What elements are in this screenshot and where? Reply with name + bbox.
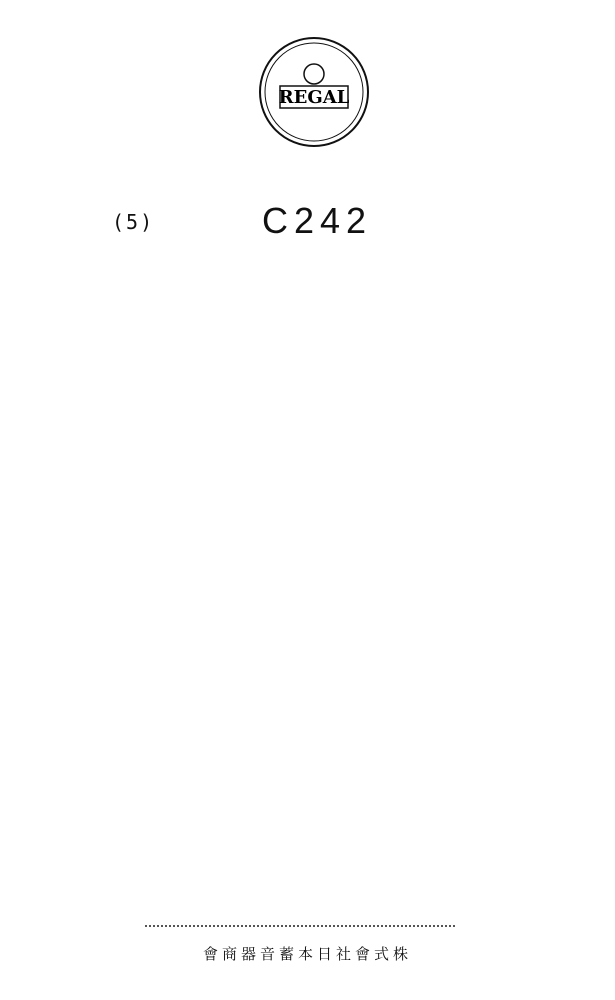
divider	[145, 925, 455, 927]
logo-center-emblem	[304, 64, 324, 84]
regal-logo	[258, 36, 370, 148]
catalog-number: C242	[262, 200, 373, 241]
page-number: (5)	[112, 210, 155, 234]
footer-company: 會商器音蓄本日社會式株	[202, 945, 412, 963]
logo-wordmark: REGAL	[278, 87, 350, 108]
lyrics-area	[100, 285, 520, 925]
